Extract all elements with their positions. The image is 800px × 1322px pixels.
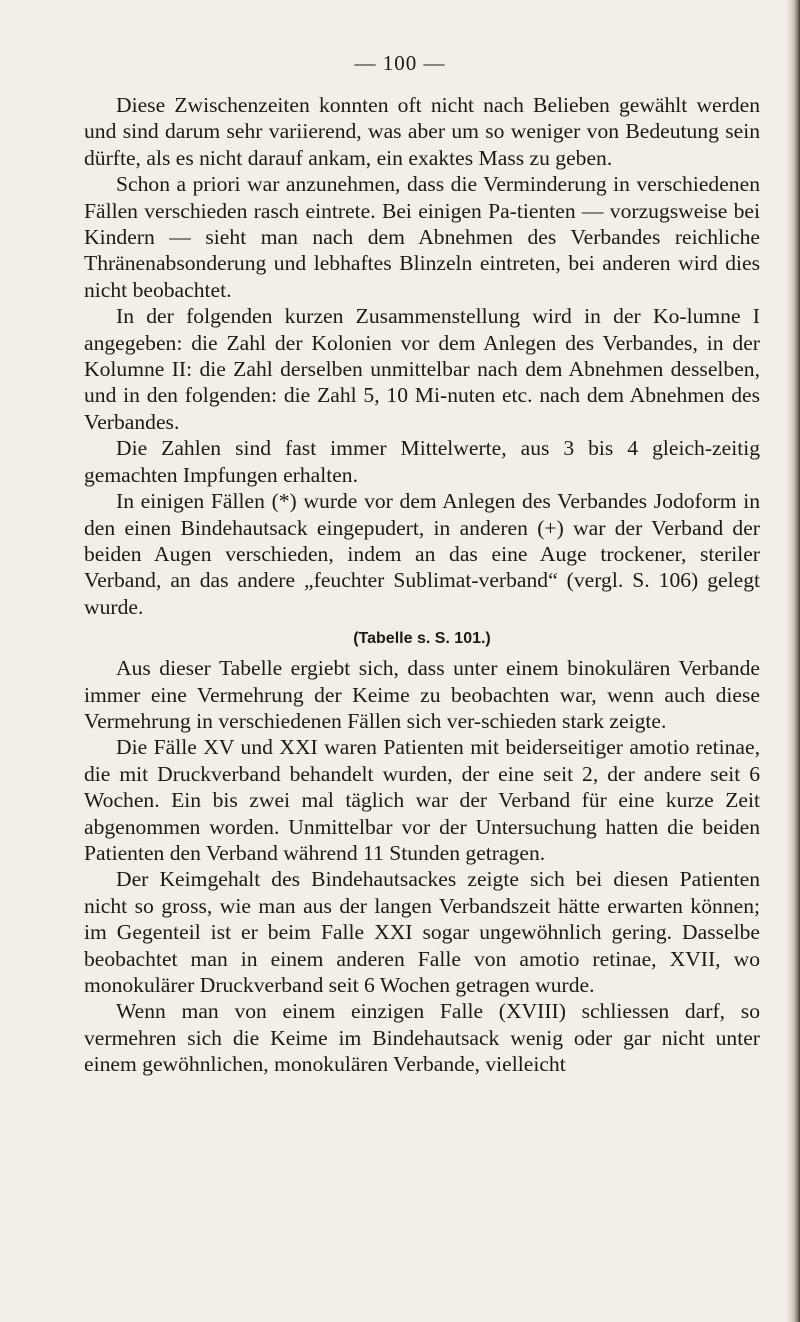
paragraph: In einigen Fällen (*) wurde vor dem Anlegen des Verbandes Jodoform in den einen Bindehautsack eingepudert, in anderen (+) war der Verband der beiden Augen verschieden, indem an das eine Auge trockener, steriler Verband, an das andere „feuchter Sublimat-verband“ (vergl. S. 106) gelegt wurde. (84, 489, 760, 619)
table-reference: (Tabelle s. S. 101.) (353, 630, 491, 648)
paragraph: Diese Zwischenzeiten konnten oft nicht nach Belieben gewählt werden und sind darum sehr variierend, was aber um so weniger von Bedeutung sein dürfte, als es nicht darauf ankam, ein exaktes Mass zu geben. (84, 93, 760, 170)
paragraph: Schon a priori war anzunehmen, dass die Verminderung in verschiedenen Fällen verschieden rasch eintrete. Bei einigen Pa-tienten — vorzugsweise bei Kindern — sieht man nach dem Abnehmen des Verbandes reichliche Thränenabsonderung und lebhaftes Blinzeln eintreten, bei anderen wird dies nicht beobachtet. (84, 172, 760, 302)
paragraph: Die Zahlen sind fast immer Mittelwerte, aus 3 bis 4 gleich-zeitig gemachten Impfungen erhalten. (84, 436, 760, 487)
page-edge-shadow (786, 0, 800, 1322)
paragraph: In der folgenden kurzen Zusammenstellung wird in der Ko-lumne I angegeben: die Zahl der Kolonien vor dem Anlegen des Verbandes, in der Kolumne II: die Zahl derselben unmittelbar nach dem Abnehmen desselben, und in den folgenden: die Zahl 5, 10 Mi-nuten etc. nach dem Abnehmen des Verbandes. (84, 304, 760, 434)
paragraph: Der Keimgehalt des Bindehautsackes zeigte sich bei diesen Patienten nicht so gross, wie man aus der langen Verbandszeit hätte erwarten können; im Gegenteil ist er beim Falle XXI sogar ungewöhnlich gering. Dasselbe beobachtet man in einem anderen Falle von amotio retinae, XVII, wo monokulärer Druckverband seit 6 Wochen getragen wurde. (84, 867, 760, 997)
page-number: — 100 — (354, 51, 446, 75)
paragraph: Die Fälle XV und XXI waren Patienten mit beiderseitiger amotio retinae, die mit Druckverband behandelt wurden, der eine seit 2, der andere seit 6 Wochen. Ein bis zwei mal täglich war der Verband für eine kurze Zeit abgenommen worden. Unmittelbar vor der Untersuchung hatten die beiden Patienten den Verband während 11 Stunden getragen. (84, 735, 760, 865)
paragraph: Wenn man von einem einzigen Falle (XVIII) schliessen darf, so vermehren sich die Keime im Bindehautsack wenig oder gar nicht unter einem gewöhnlichen, monokulären Verbande, vielleicht (84, 999, 760, 1077)
body-text (84, 92, 760, 1078)
paragraph: Aus dieser Tabelle ergiebt sich, dass unter einem binokulären Verbande immer eine Vermehrung der Keime zu beobachten war, wenn auch diese Vermehrung in verschiedenen Fällen sich ver-schieden stark zeigte. (84, 656, 760, 733)
